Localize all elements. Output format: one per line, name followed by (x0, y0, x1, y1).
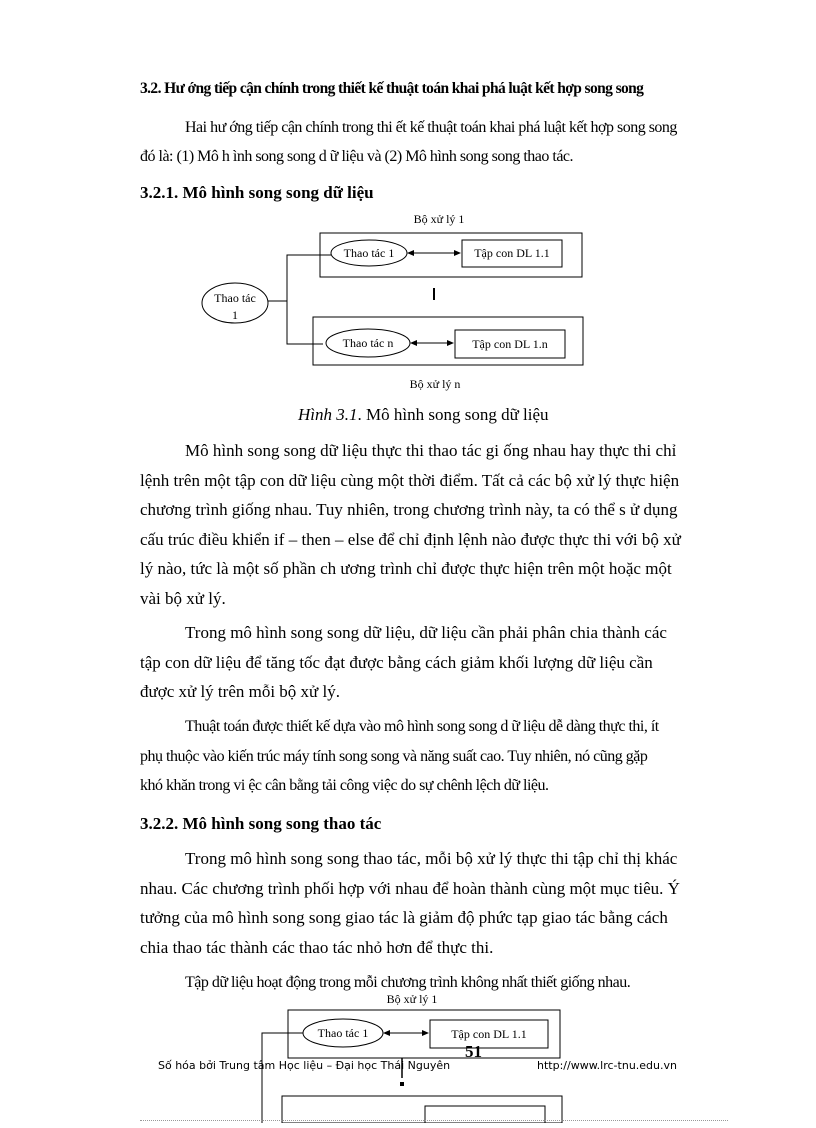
figure-op-diagram (250, 990, 570, 1123)
op-1-text: Thao tác 1 (343, 246, 395, 260)
footer-url[interactable]: http://www.lrc-tnu.edu.vn (537, 1059, 677, 1072)
text-line: chương trình giống nhau. Tuy nhiên, trong chương trình này, ta có thể s ử dụng (140, 500, 678, 519)
subset-1-text: Tập con DL 1.1 (474, 246, 550, 260)
page-number: 51 (465, 1042, 482, 1061)
text-line: Trong mô hình song song thao tác, mỗi bộ xử lý thực thi tập chỉ thị khác (185, 849, 678, 868)
paragraph-data-parallel-2 (140, 618, 728, 707)
op-figure-subset-text: Tập con DL 1.1 (451, 1027, 527, 1041)
footer-left: Số hóa bởi Trung tâm Học liệu – Đại học Thái Nguyên (158, 1059, 451, 1072)
text-line: chia thao tác thành các thao tác nhỏ hơn để thực thi. (140, 937, 494, 957)
text-line: cấu trúc điều khiển if – then – else để chỉ định lệnh nào được thực thi với bộ xử (140, 529, 681, 549)
text-line: Trong mô hình song song dữ liệu, dữ liệu cần phải phân chia thành các (185, 623, 667, 642)
paragraph-data-parallel-1 (140, 436, 728, 613)
text-line: được xử lý trên mỗi bộ xử lý. (140, 682, 340, 701)
text-line: phụ thuộc vào kiến trúc máy tính song song và năng suất cao. Tuy nhiên, nó cũng gặp (140, 747, 648, 765)
text-line: nhau. Các chương trình phối hợp với nhau để hoàn thành cùng một mục tiêu. Ý (140, 878, 680, 898)
figure-data-parallel (195, 205, 595, 400)
text-line: vài bộ xử lý. (140, 588, 226, 608)
intro-line-2: đó là: (1) Mô h ình song song d ữ liệu và (2) Mô hình song song thao tác. (140, 148, 574, 165)
processor-1-label: Bộ xử lý 1 (413, 212, 465, 226)
section-title: 3.2. Hư ớng tiếp cận chính trong thiết kế thuật toán khai phá luật kết hợp song song (140, 80, 644, 97)
text-line: Thuật toán được thiết kế dựa vào mô hình song song d ữ liệu dễ dàng thực thi, ít (185, 718, 659, 735)
paragraph-op-parallel-1 (140, 844, 728, 962)
op-figure-op-text: Thao tác 1 (317, 1026, 369, 1040)
processor-n-label: Bộ xử lý n (409, 377, 461, 391)
op-figure-processor-label: Bộ xử lý 1 (386, 992, 438, 1006)
subsection-title-op-parallel: 3.2.2. Mô hình song song thao tác (140, 814, 382, 833)
text-line: lệnh trên một tập con dữ liệu cùng một thời điểm. Tất cả các bộ xử lý thực hiện (140, 470, 680, 490)
connector-bottom (287, 301, 323, 344)
root-node-text-1: Thao tác (214, 291, 256, 305)
paragraph-data-parallel-3 (140, 712, 740, 801)
text-line: khó khăn trong vi ệc cân bằng tải công việc do sự chênh lệch dữ liệu. (140, 777, 549, 794)
figure-op-parallel (250, 990, 570, 1123)
text-line: tưởng của mô hình song song giao tác là giảm độ phức tạp giao tác bằng cách (140, 908, 668, 927)
root-node-text-2: 1 (232, 308, 238, 322)
text-line: lý nào, tức là một số phần ch ương trình chỉ được thực hiện trên một hoặc một (140, 559, 672, 578)
bottom-rule (140, 1120, 728, 1121)
figure-caption-text: . Mô hình song song dữ liệu (357, 405, 549, 424)
connector-top (268, 255, 331, 301)
figure-diagram (195, 205, 595, 400)
intro-line-1: Hai hư ớng tiếp cận chính trong thi ết kế thuật toán khai phá luật kết hợp song song (185, 119, 677, 136)
figure-caption-number: Hình 3.1 (298, 405, 358, 424)
text-line: tập con dữ liệu để tăng tốc đạt được bằng cách giảm khối lượng dữ liệu cần (140, 652, 653, 672)
text-line: Mô hình song song dữ liệu thực thi thao tác gi ống nhau hay thực thi chỉ (185, 441, 677, 460)
op-n-text: Thao tác n (342, 336, 394, 350)
paragraph-op-parallel-2: Tập dữ liệu hoạt động trong mỗi chương trình không nhất thiết giống nhau. (185, 974, 631, 991)
subsection-title-data-parallel: 3.2.1. Mô hình song song dữ liệu (140, 183, 374, 202)
subset-n-text: Tập con DL 1.n (472, 337, 548, 351)
figure-caption (298, 405, 549, 425)
